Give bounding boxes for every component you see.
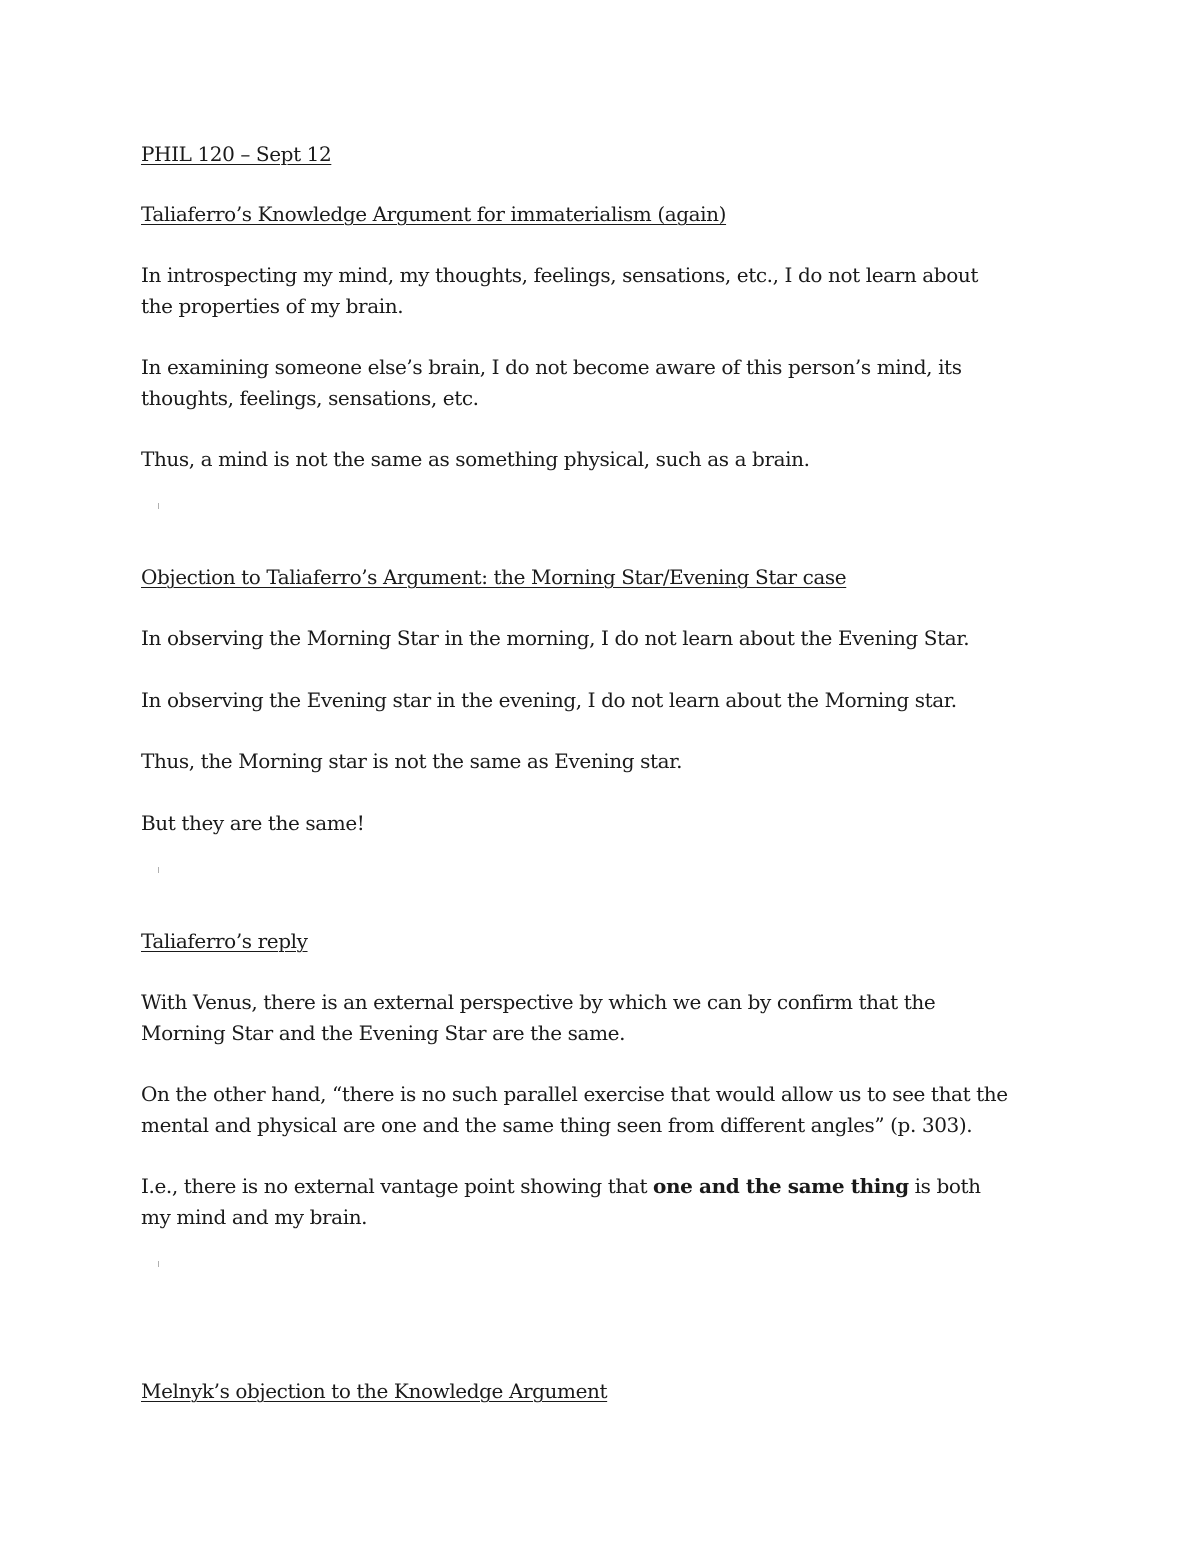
paragraph-line: Thus, the Morning star is not the same as Evening star. xyxy=(141,749,683,773)
section-heading-melnyk: Melnyk’s objection to the Knowledge Argument xyxy=(141,1379,608,1403)
paragraph-line: In observing the Morning Star in the morning, I do not learn about the Evening Star. xyxy=(141,626,970,650)
text-run: I.e., there is no external vantage point showing that xyxy=(141,1174,654,1198)
cursor-mark xyxy=(158,1261,159,1267)
paragraph-line: With Venus, there is an external perspective by which we can by confirm that the xyxy=(141,990,936,1014)
paragraph-line: In examining someone else’s brain, I do not become aware of this person’s mind, its xyxy=(141,355,962,379)
section-heading-objection: Objection to Taliaferro’s Argument: the Morning Star/Evening Star case xyxy=(141,565,847,589)
page-title: PHIL 120 – Sept 12 xyxy=(141,142,332,166)
paragraph-line: thoughts, feelings, sensations, etc. xyxy=(141,386,479,410)
paragraph-line: On the other hand, “there is no such parallel exercise that would allow us to see that the xyxy=(141,1082,1008,1106)
paragraph-line: Thus, a mind is not the same as something physical, such as a brain. xyxy=(141,447,810,471)
cursor-mark xyxy=(158,867,159,873)
emphasis-text: one and the same thing xyxy=(653,1174,909,1198)
text-run: is both xyxy=(908,1174,981,1198)
paragraph-line xyxy=(141,1171,981,1202)
paragraph-line: In introspecting my mind, my thoughts, feelings, sensations, etc., I do not learn about xyxy=(141,263,978,287)
section-heading-knowledge-argument: Taliaferro’s Knowledge Argument for immaterialism (again) xyxy=(141,202,727,226)
paragraph-line: mental and physical are one and the same thing seen from different angles” (p. 303). xyxy=(141,1113,973,1137)
paragraph-line: But they are the same! xyxy=(141,811,365,835)
paragraph-line: Morning Star and the Evening Star are the same. xyxy=(141,1021,626,1045)
paragraph-line: my mind and my brain. xyxy=(141,1205,368,1229)
section-heading-reply: Taliaferro’s reply xyxy=(141,929,308,953)
cursor-mark xyxy=(158,503,159,509)
paragraph-line: In observing the Evening star in the evening, I do not learn about the Morning star. xyxy=(141,688,957,712)
paragraph-line: the properties of my brain. xyxy=(141,294,404,318)
